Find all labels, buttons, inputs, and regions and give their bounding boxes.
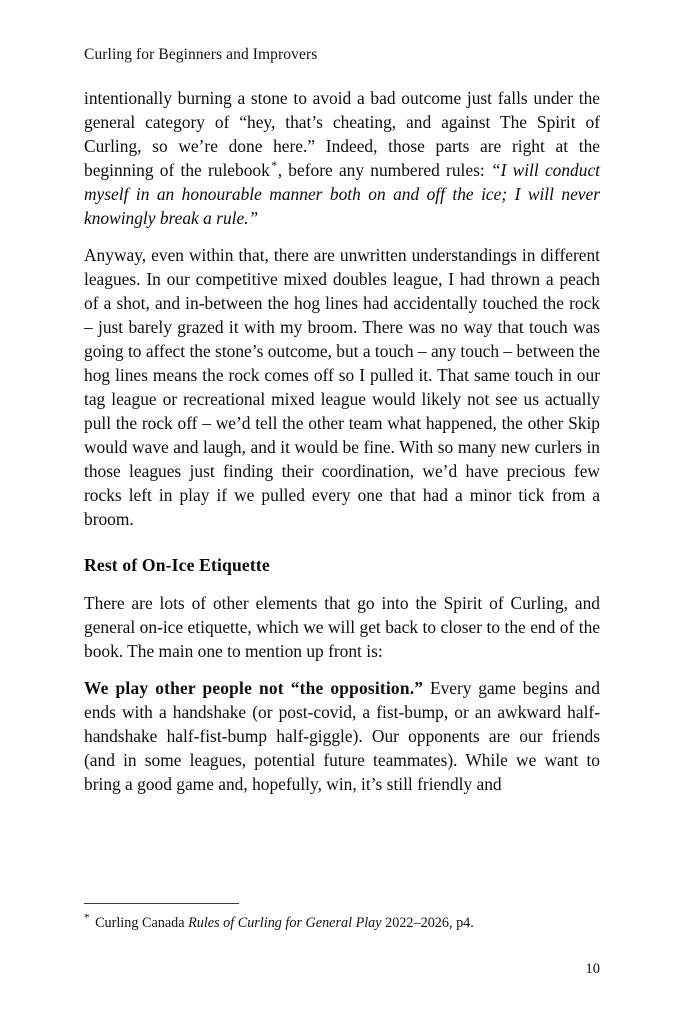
footnote-area [84,903,600,933]
footnote-reference: 2022–2026, p4. [381,915,474,931]
footnote-text [84,914,600,933]
paragraph-1-text-before-footnote: intentionally burning a stone to avoid a bad outcome just falls under the general category of “hey, that’s cheating, and against The Spirit of Curling, so we’re done here.” Indeed, those parts are right at the beginning of the rulebook [84,88,600,180]
paragraph-1-text-after-footnote: , before any numbered rules: [277,160,491,180]
paragraph-4-lead-bold: We play other people not “the opposition.” [84,678,424,698]
footnote-marker-icon[interactable]: * [271,158,278,173]
rulebook-quote: “I will conduct myself in an honourable manner both on and off the ice; I will never knowingly break a rule.” [84,160,600,228]
section-heading-rest-of-on-ice-etiquette: Rest of On-Ice Etiquette [84,555,270,575]
footnote-star-icon: * [84,912,90,925]
paragraph-burning-stone [84,86,600,230]
footnote-separator-rule [84,903,239,904]
page-number: 10 [585,961,600,977]
footnote-publisher: Curling Canada [91,915,189,931]
paragraph-unwritten-understandings: Anyway, even within that, there are unwritten understandings in different leagues. In our competitive mixed doubles league, I had thrown a peach of a shot, and in-between the hog lines had accidentally touched the rock – just barely grazed it with my broom. There was no way that touch was going to affect the stone’s outcome, but a touch – any touch – between the hog lines means the rock comes off so I pulled it. That same touch in our tag league or recreational mixed league would likely not see us actually pull the rock off – we’d tell the other team what happened, the other Skip would wave and laugh, and it would be fine. With so many new curlers in those leagues just finding their coordination, we’d have precious few rocks left in play if we pulled every one that had a minor tick from a broom. [84,245,600,529]
body-text-block [84,86,600,796]
running-header: Curling for Beginners and Improvers [84,46,318,63]
footnote-title: Rules of Curling for General Play [188,915,382,931]
paragraph-we-play-other-people [84,676,600,796]
paragraph-4-rest: Every game begins and ends with a handshake (or post-covid, a fist-bump, or an awkward half-handshake half-fist-bump half-giggle). Our opponents are our friends (and in some leagues, potential future teammates). While we want to bring a good game and, hopefully, win, it’s still friendly and [84,678,600,794]
paragraph-other-elements: There are lots of other elements that go into the Spirit of Curling, and general on-ice etiquette, which we will get back to closer to the end of the book. The main one to mention up front is: [84,593,600,661]
